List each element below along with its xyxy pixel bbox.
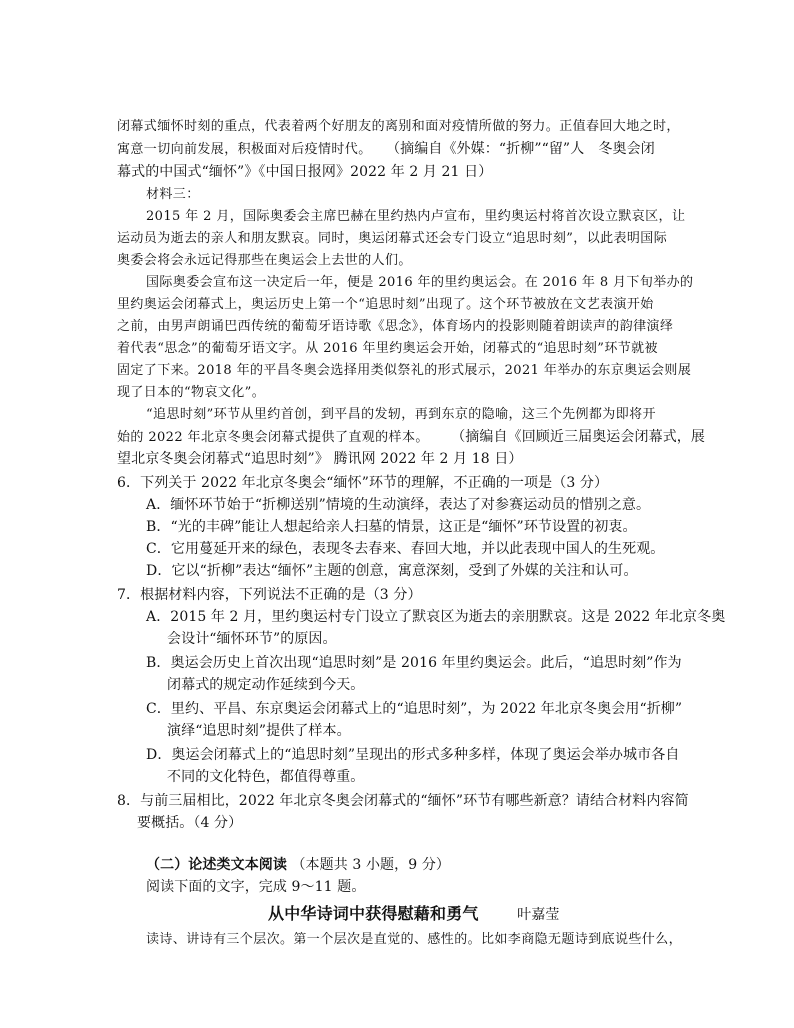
material-three-paragraph-line: 运动员为逝去的亲人和朋友默哀。同时，奥运闭幕式还会专门设立“追思时刻”，以此表明国际 xyxy=(117,231,668,246)
question-7-option-d-continued: 不同的文化特色，都值得尊重。 xyxy=(167,769,365,785)
question-7-option-a-continued: 会设计“缅怀环节”的原因。 xyxy=(167,631,337,647)
article-title: 从中华诗词中获得慰藉和勇气 xyxy=(268,904,479,923)
question-7-option-b-continued: 闭幕式的规定动作延续到今天。 xyxy=(167,677,365,693)
question-7-stem: 7．根据材料内容，下列说法不正确的是（3 分） xyxy=(117,587,422,603)
material-three-paragraph-line: 现了日本的“物哀文化”。 xyxy=(117,385,266,400)
material-two-citation: （摘编自《外媒：“折柳”“留”人 冬奥会闭 xyxy=(386,141,655,157)
question-7-option-b: B．奥运会历史上首次出现“追思时刻”是 2016 年里约奥运会。此后，“追思时刻”作为 xyxy=(146,655,682,671)
question-6-option-d: D．它以“折柳”表达“缅怀”主题的创意，寓意深刻，受到了外媒的关注和认可。 xyxy=(146,563,638,579)
question-7-option-d: D．奥运会闭幕式上的“追思时刻”呈现出的形式多种多样，体现了奥运会举办城市各自 xyxy=(146,747,680,763)
question-7-option-a: A．2015 年 2 月，里约奥运村专门设立了默哀区为逝去的亲朋默哀。这是 2022 年北京冬奥 xyxy=(146,609,726,625)
material-three-paragraph-line: 国际奥委会宣布这一决定后一年，便是 2016 年的里约奥运会。在 2016 年 8 月下旬举办的 xyxy=(146,275,694,290)
question-6-option-c: C．它用蔓延开来的绿色，表现冬去春来、春回大地，并以此表现中国人的生死观。 xyxy=(146,541,665,557)
question-7-option-c-continued: 演绎“追思时刻”提供了样本。 xyxy=(167,723,351,739)
reading-instruction: 阅读下面的文字，完成 9～11 题。 xyxy=(146,879,366,895)
material-three-source-line xyxy=(117,426,705,449)
material-two-text-line: 闭幕式缅怀时刻的重点，代表着两个好朋友的离别和面对疫情所做的努力。正值春回大地之时， xyxy=(117,119,680,134)
material-three-paragraph-line: 奥委会将会永远记得那些在奥运会上去世的人们。 xyxy=(117,253,412,268)
article-author: 叶嘉莹 xyxy=(517,907,560,923)
question-8-stem: 8．与前三届相比，2022 年北京冬奥会闭幕式的“缅怀”环节有哪些新意？请结合材料内容简 xyxy=(117,793,689,809)
material-three-citation-end: 望北京冬奥会闭幕式“追思时刻”》 腾讯网 2022 年 2 月 18 日） xyxy=(117,451,523,467)
material-three-paragraph-line: “追思时刻”环节从里约首创，到平昌的发轫，再到东京的隐喻，这三个先例都为即将开 xyxy=(146,407,656,422)
question-8-stem-continued: 要概括。（4 分） xyxy=(137,815,243,831)
material-three-paragraph-line: 固定了下来。2018 年的平昌冬奥会选择用类似祭礼的形式展示，2021 年举办的东京奥运会则展 xyxy=(117,363,692,378)
material-three-paragraph-line: 之前，由男声朗诵巴西传统的葡萄牙语诗歌《思念》，体育场内的投影则随着朗读声的韵律演绎 xyxy=(117,319,674,334)
material-three-heading: 材料三： xyxy=(146,187,200,202)
article-first-line: 读诗、讲诗有三个层次。第一个层次是直觉的、感性的。比如李商隐无题诗到底说些什么， xyxy=(146,932,683,947)
material-three-citation: （摘编自《回顾近三届奥运会闭幕式，展 xyxy=(451,429,706,445)
section-two-title: （二）论述类文本阅读 xyxy=(146,857,287,873)
material-three-paragraph-line: 着代表“思念”的葡萄牙语文字。从 2016 年里约奥运会开始，闭幕式的“追思时刻”环节就被 xyxy=(117,341,658,356)
section-two-points: （本题共 3 小题，9 分） xyxy=(291,857,451,873)
material-two-source-line xyxy=(117,138,655,161)
material-three-paragraph-line: 里约奥运会闭幕式上，奥运历史上第一个“追思时刻”出现了。这个环节被放在文艺表演开始 xyxy=(117,297,654,312)
material-three-paragraph-line: 2015 年 2 月，国际奥委会主席巴赫在里约热内卢宣布，里约奥运村将首次设立默哀区，让 xyxy=(146,209,686,224)
question-6-stem: 6．下列关于 2022 年北京冬奥会“缅怀”环节的理解，不正确的一项是（3 分） xyxy=(117,475,609,491)
question-7-option-c: C．里约、平昌、东京奥运会闭幕式上的“追思时刻”，为 2022 年北京冬奥会用“折柳” xyxy=(146,701,683,717)
section-two-heading xyxy=(146,854,450,876)
material-two-text-end: 寓意一切向前发展，积极面对后疫情时代。 xyxy=(117,142,372,157)
material-three-text-end: 始的 2022 年北京冬奥会闭幕式提供了直观的样本。 xyxy=(117,430,429,445)
article-title-line xyxy=(268,903,560,926)
question-6-option-a: A．缅怀环节始于“折柳送别”情境的生动演绎，表达了对参赛运动员的惜别之意。 xyxy=(146,497,651,513)
material-two-citation-end: 幕式的中国式“缅怀”》《中国日报网》2022 年 2 月 21 日） xyxy=(117,164,493,180)
question-6-option-b: B．“光的丰碑”能让人想起给亲人扫墓的情景，这正是“缅怀”环节设置的初衷。 xyxy=(146,519,637,535)
